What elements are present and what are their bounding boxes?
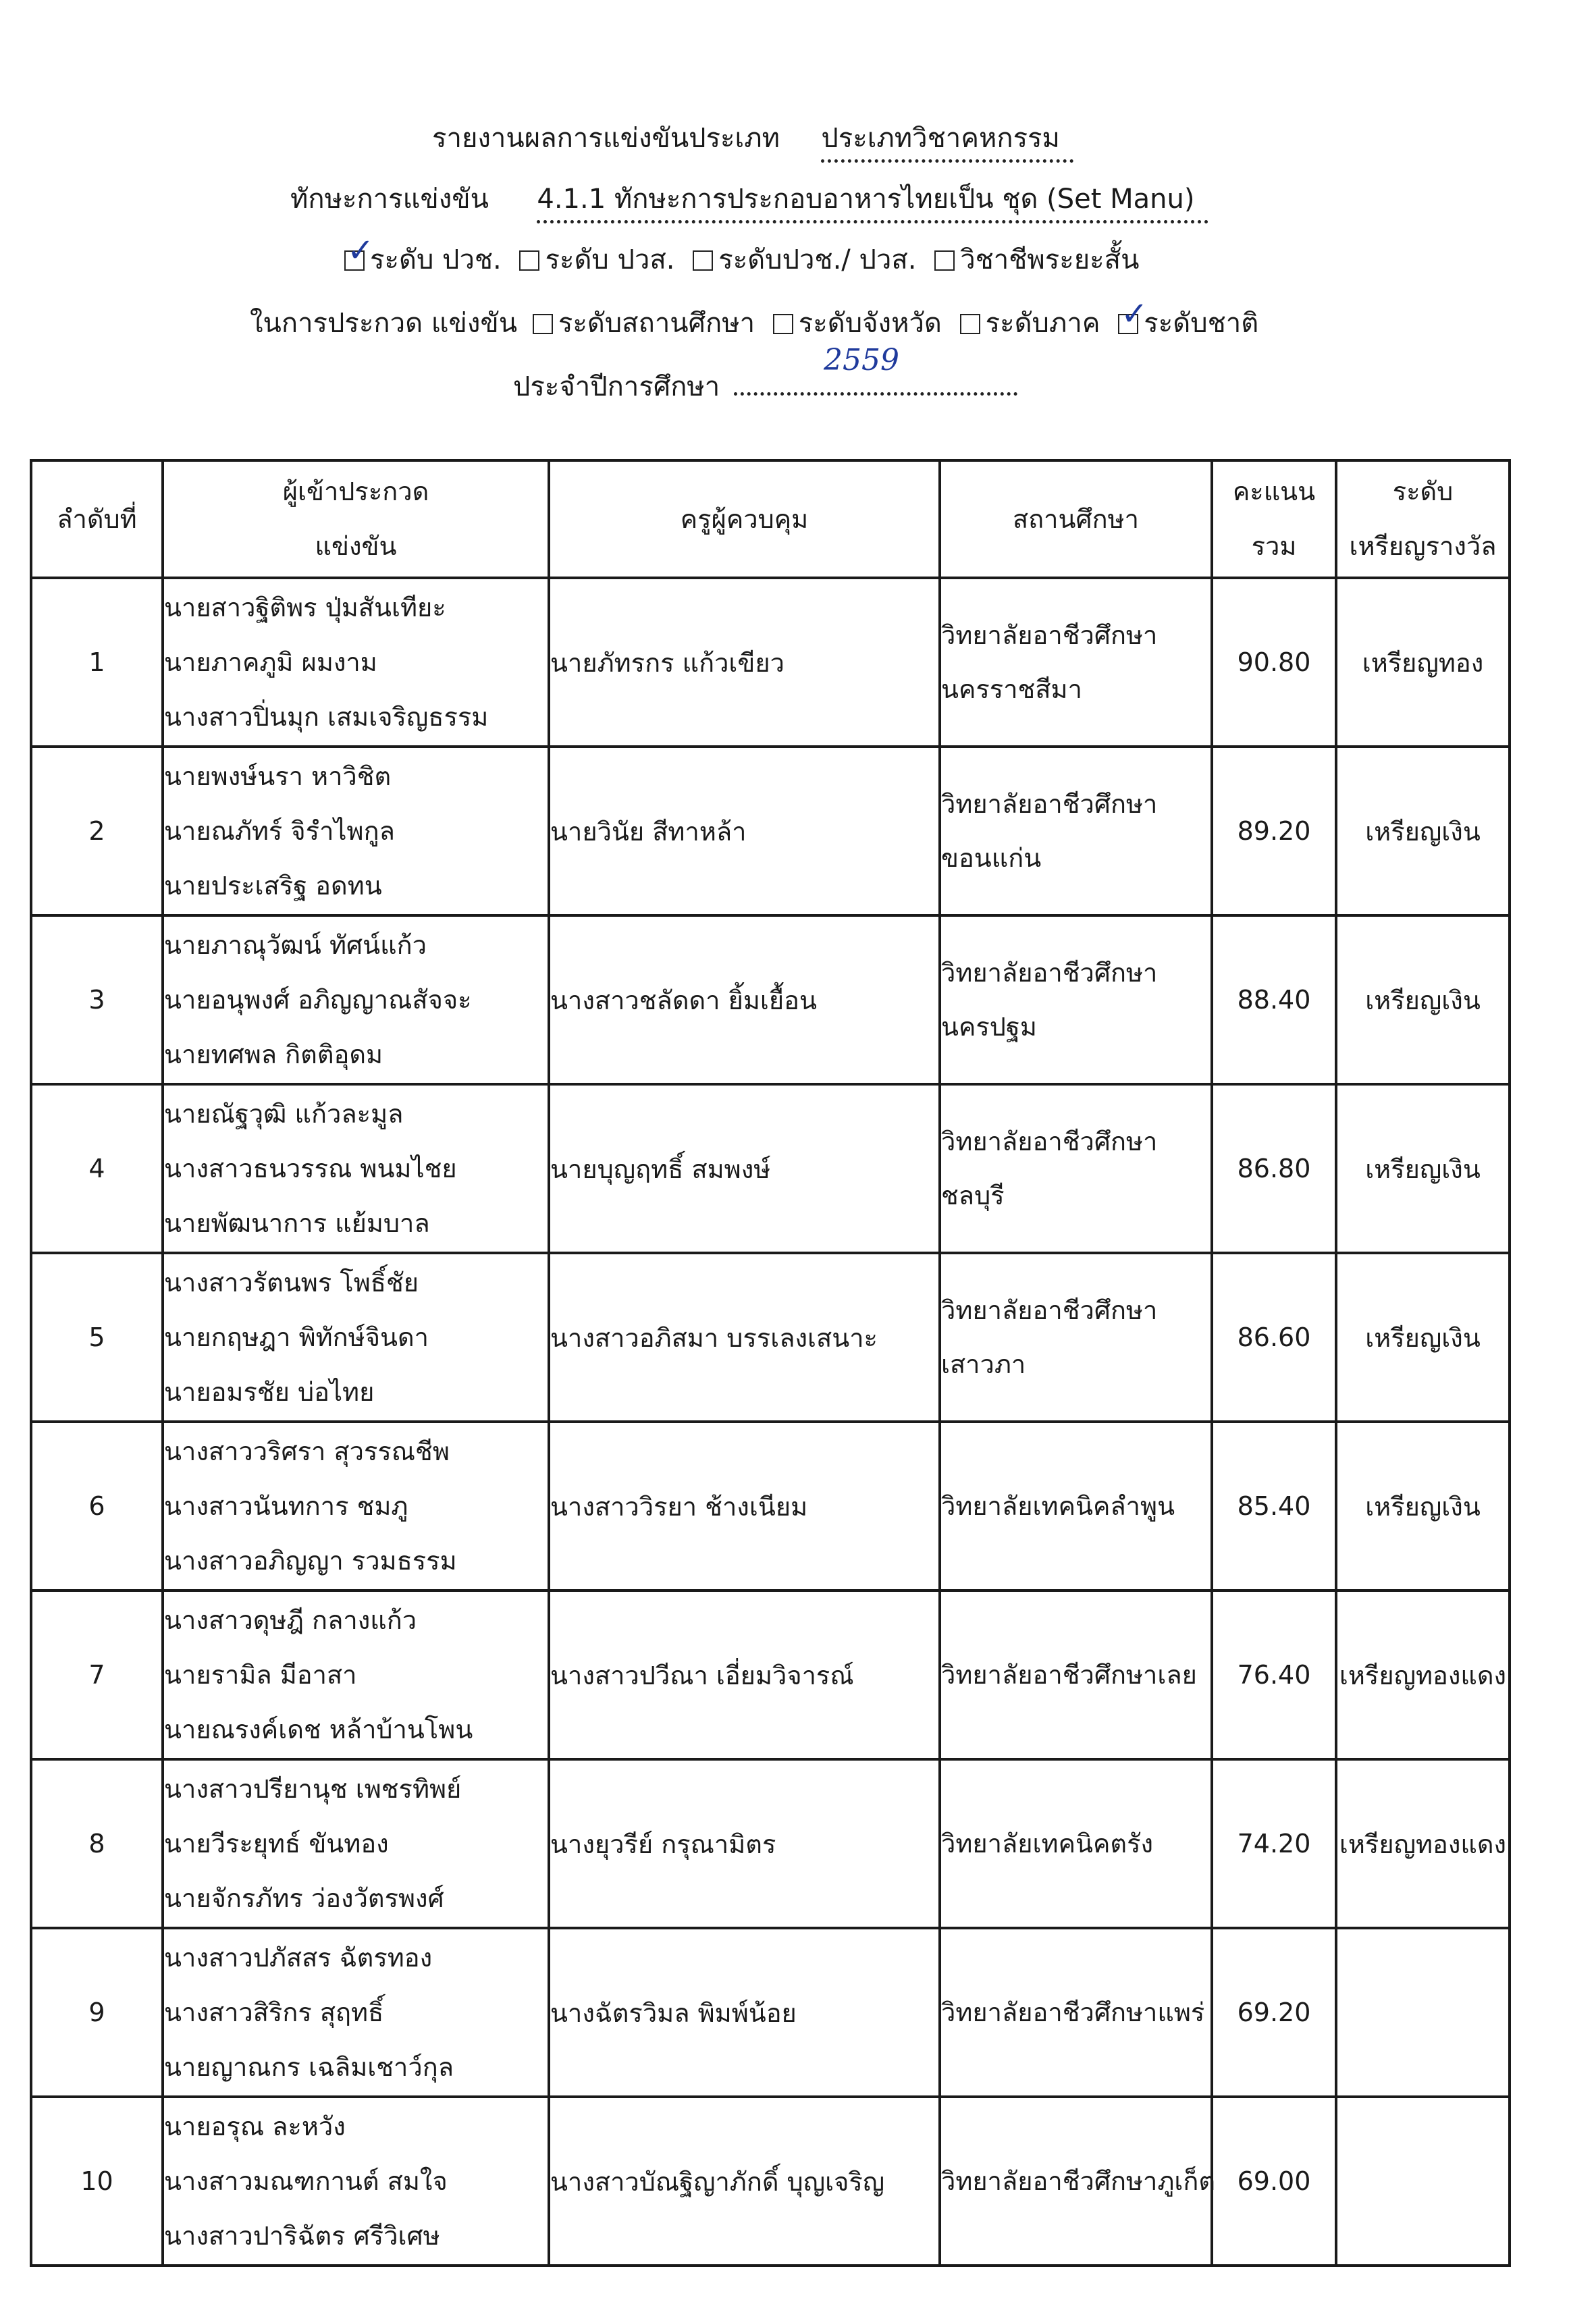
check-mark-icon: ✓ [347, 232, 375, 269]
header-award-line-2: เหรียญรางวัล [1349, 531, 1497, 561]
competitor-name: นายพัฒนาการ แย้มบาล [164, 1208, 430, 1238]
competitor-name: นางสาวมณฑกานต์ สมใจ [164, 2166, 448, 2196]
coach-name: นางยุวรีย์ กรุณามิตร [549, 1759, 940, 1928]
institution-cell [940, 2097, 1216, 2266]
total-score: 69.00 [1212, 2097, 1336, 2266]
competitor-name: นายอรุณ ละหวัง [164, 2111, 346, 2141]
contest-label-1: ระดับสถานศึกษา [558, 308, 755, 339]
level-checkbox-1 [344, 232, 375, 271]
contest-checkbox-2 [773, 314, 793, 334]
academic-year-value: 2559 [824, 343, 899, 377]
table-body [31, 578, 1510, 2266]
header-competitors [163, 460, 549, 578]
contest-level-line [250, 295, 1259, 344]
total-score: 90.80 [1212, 578, 1336, 747]
award-level: เหรียญทอง [1336, 578, 1510, 747]
institution-cell [940, 1253, 1212, 1422]
institution-name: ชลบุรี [941, 1181, 1005, 1210]
row-number: 5 [31, 1253, 163, 1422]
competitor-names-cell [163, 1590, 549, 1759]
skill-value: 4.1.1 ทักษะการประกอบอาหารไทยเป็น ชุด (Set Manu) [537, 177, 1208, 223]
level-checkbox-4 [934, 250, 955, 271]
level-label-4: วิชาชีพระยะสั้น [960, 244, 1140, 275]
competitor-name: นางสาวดุษฎี กลางแก้ว [164, 1605, 417, 1635]
competitor-name: นายอมรชัย บ่อไทย [164, 1376, 375, 1407]
total-score: 88.40 [1212, 915, 1336, 1084]
contest-label-2: ระดับจังหวัด [798, 308, 942, 339]
institution-cell [940, 747, 1212, 915]
award-level: เหรียญทองแดง [1336, 1759, 1510, 1928]
total-score: 89.20 [1212, 747, 1336, 915]
competitor-names-cell [163, 1928, 549, 2097]
competitor-name: นายอนุพงศ์ อภิญญาณสัจจะ [164, 984, 472, 1015]
table-row [31, 915, 1510, 1084]
header-institution [940, 460, 1212, 578]
competitor-names-cell [163, 1422, 549, 1590]
header-no [31, 460, 163, 578]
row-number: 1 [31, 578, 163, 747]
institution-name: วิทยาลัยเทคนิคตรัง [941, 1829, 1154, 1858]
institution-cell [940, 1759, 1212, 1928]
total-score: 69.20 [1212, 1928, 1336, 2097]
coach-name: นางสาวบัณฐิญาภักดิ์ บุญเจริญ [549, 2097, 940, 2266]
institution-name: นครราชสีมา [941, 674, 1082, 704]
row-number: 2 [31, 747, 163, 915]
contest-checkbox-4 [1118, 295, 1148, 334]
coach-name: นางสาวปวีณา เอี่ยมวิจารณ์ [549, 1590, 940, 1759]
header-coach [549, 460, 940, 578]
competitor-name: นายทศพล กิตติอุดม [164, 1039, 383, 1069]
competitor-names-cell [163, 747, 549, 915]
total-score: 86.60 [1212, 1253, 1336, 1422]
contest-checkbox-3 [960, 314, 980, 334]
competitor-names-cell [163, 1253, 549, 1422]
level-label-3: ระดับปวช./ ปวส. [718, 244, 917, 275]
header-score-line-2: รวม [1251, 531, 1297, 561]
table-row [31, 2097, 1510, 2266]
institution-cell [940, 578, 1212, 747]
competitor-name: นางสาวอภิญญา รวมธรรม [164, 1545, 457, 1576]
competitor-name: นางสาวปภัสสร ฉัตรทอง [164, 1942, 433, 1973]
competitor-name: นายพงษ์นรา หาวิชิต [164, 761, 392, 791]
coach-name: นายวินัย สีทาหล้า [549, 747, 940, 915]
level-checkbox-2 [519, 250, 539, 271]
competitor-name: นายญาณกร เฉลิมเชาว์กุล [164, 2052, 454, 2082]
level-label-2: ระดับ ปวส. [545, 244, 675, 275]
academic-year-label: ประจำปีการศึกษา [513, 371, 720, 402]
institution-name: วิทยาลัยอาชีวศึกษาเลย [941, 1660, 1197, 1690]
row-number: 6 [31, 1422, 163, 1590]
row-number: 8 [31, 1759, 163, 1928]
skill-line [290, 177, 1208, 223]
competitor-name: นายกฤษฎา พิทักษ์จินดา [164, 1322, 429, 1352]
award-level: เหรียญเงิน [1336, 1253, 1510, 1422]
institution-name: วิทยาลัยอาชีวศึกษา [941, 789, 1158, 819]
academic-year-line [513, 365, 1017, 408]
competitor-names-cell [163, 578, 549, 747]
competitor-name: นายประเสริฐ อดทน [164, 870, 382, 901]
competitor-name: นางสาวปาริฉัตร ศรีวิเศษ [164, 2220, 440, 2251]
row-number: 4 [31, 1084, 163, 1253]
coach-name: นางสาวอภิสมา บรรเลงเสนาะ [549, 1253, 940, 1422]
award-level [1336, 2097, 1510, 2266]
contest-label-3: ระดับภาค [985, 308, 1100, 339]
institution-name: เสาวภา [941, 1349, 1026, 1379]
table-row [31, 1253, 1510, 1422]
competitor-name: นายณรงค์เดช หล้าบ้านโพน [164, 1714, 473, 1744]
total-score: 74.20 [1212, 1759, 1336, 1928]
total-score: 85.40 [1212, 1422, 1336, 1590]
institution-cell [940, 1590, 1212, 1759]
institution-cell [940, 1084, 1212, 1253]
institution-name: วิทยาลัยอาชีวศึกษาภูเก็ต [941, 2166, 1216, 2196]
table-row [31, 1759, 1510, 1928]
competition-type-label: รายงานผลการแข่งขันประเภท [432, 123, 780, 154]
row-number: 9 [31, 1928, 163, 2097]
header-institution-text: สถานศึกษา [1012, 504, 1140, 534]
institution-name: วิทยาลัยอาชีวศึกษา [941, 1295, 1158, 1325]
coach-name: นางสาวชลัดดา ยิ้มเยื้อน [549, 915, 940, 1084]
institution-name: วิทยาลัยอาชีวศึกษา [941, 1127, 1158, 1156]
competitor-name: นางสาวรัตนพร โพธิ์ชัย [164, 1267, 419, 1298]
award-level: เหรียญเงิน [1336, 915, 1510, 1084]
level-options-line [344, 232, 1140, 281]
total-score: 86.80 [1212, 1084, 1336, 1253]
competitor-names-cell [163, 1759, 549, 1928]
competitor-name: นางสาววริศรา สุวรรณชีพ [164, 1436, 450, 1466]
row-number: 10 [31, 2097, 163, 2266]
competitor-name: นายณภัทร์ จิรำไพกูล [164, 815, 395, 846]
institution-cell [940, 915, 1212, 1084]
institution-name: วิทยาลัยอาชีวศึกษา [941, 620, 1158, 650]
table-header-row [31, 460, 1510, 578]
competitor-name: นายจักรภัทร ว่องวัตรพงศ์ [164, 1883, 444, 1913]
competition-type-value: ประเภทวิชาคหกรรม [821, 116, 1073, 163]
competitor-name: นายภาณุวัฒน์ ทัศน์แก้ว [164, 930, 427, 960]
skill-label: ทักษะการแข่งขัน [290, 184, 489, 215]
competitor-name: นางสาวปรียานุช เพชรทิพย์ [164, 1773, 462, 1804]
level-label-1: ระดับ ปวช. [370, 244, 502, 275]
header-award [1336, 460, 1510, 578]
table-row [31, 1422, 1510, 1590]
table-row [31, 1084, 1510, 1253]
award-level: เหรียญเงิน [1336, 1422, 1510, 1590]
header-award-line-1: ระดับ [1392, 477, 1454, 506]
competitor-names-cell [163, 915, 549, 1084]
header-competitors-line-2: แข่งขัน [315, 531, 397, 561]
row-number: 3 [31, 915, 163, 1084]
competitor-name: นายณัฐวุฒิ แก้วละมูล [164, 1098, 404, 1129]
institution-cell [940, 1422, 1212, 1590]
competitor-name: นายวีระยุทธ์ ขันทอง [164, 1828, 389, 1858]
award-level: เหรียญเงิน [1336, 747, 1510, 915]
competitor-name: นายรามิล มีอาสา [164, 1659, 357, 1690]
competitor-name: นางสาวสิริกร สุฤทธิ์ [164, 1997, 384, 2027]
contest-checkbox-1 [533, 314, 553, 334]
institution-cell [940, 1928, 1212, 2097]
institution-name: นครปฐม [941, 1012, 1037, 1042]
header-competitors-line-1: ผู้เข้าประกวด [282, 477, 429, 506]
contest-label-4: ระดับชาติ [1144, 308, 1259, 339]
institution-name: วิทยาลัยอาชีวศึกษา [941, 958, 1158, 988]
table-row [31, 747, 1510, 915]
table-row [31, 1928, 1510, 2097]
competition-type-line [432, 116, 1073, 163]
coach-name: นายภัทรกร แก้วเขียว [549, 578, 940, 747]
competitor-name: นายสาวฐิติพร ปุ่มสันเทียะ [164, 592, 446, 622]
table-row [31, 578, 1510, 747]
competitor-name: นางสาวนันทการ ชมภู [164, 1491, 408, 1521]
results-table [30, 459, 1511, 2267]
coach-name: นายบุญฤทธิ์ สมพงษ์ [549, 1084, 940, 1253]
institution-name: วิทยาลัยอาชีวศึกษาแพร่ [941, 1998, 1205, 2027]
contest-prefix: ในการประกวด แข่งขัน [250, 308, 518, 339]
award-level [1336, 1928, 1510, 2097]
competitor-names-cell [163, 1084, 549, 1253]
competitor-name: นายภาคภูมิ ผมงาม [164, 647, 377, 677]
award-level: เหรียญทองแดง [1336, 1590, 1510, 1759]
header-coach-text: ครูผู้ควบคุม [680, 504, 809, 534]
header-no-text: ลำดับที่ [57, 504, 137, 534]
header-score [1212, 460, 1336, 578]
institution-name: วิทยาลัยเทคนิคลำพูน [941, 1491, 1175, 1521]
coach-name: นางฉัตรวิมล พิมพ์น้อย [549, 1928, 940, 2097]
competitor-name: นางสาวปิ่นมุก เสมเจริญธรรม [164, 701, 489, 732]
row-number: 7 [31, 1590, 163, 1759]
institution-name: ขอนแก่น [941, 843, 1042, 873]
award-level: เหรียญเงิน [1336, 1084, 1510, 1253]
check-mark-icon: ✓ [1121, 295, 1148, 333]
header-score-line-1: คะแนน [1232, 477, 1316, 506]
table-row [31, 1590, 1510, 1759]
level-checkbox-3 [693, 250, 713, 271]
total-score: 76.40 [1212, 1590, 1336, 1759]
coach-name: นางสาววิรยา ช้างเนียม [549, 1422, 940, 1590]
competitor-names-cell [163, 2097, 549, 2266]
competitor-name: นางสาวธนวรรณ พนมไชย [164, 1153, 457, 1183]
